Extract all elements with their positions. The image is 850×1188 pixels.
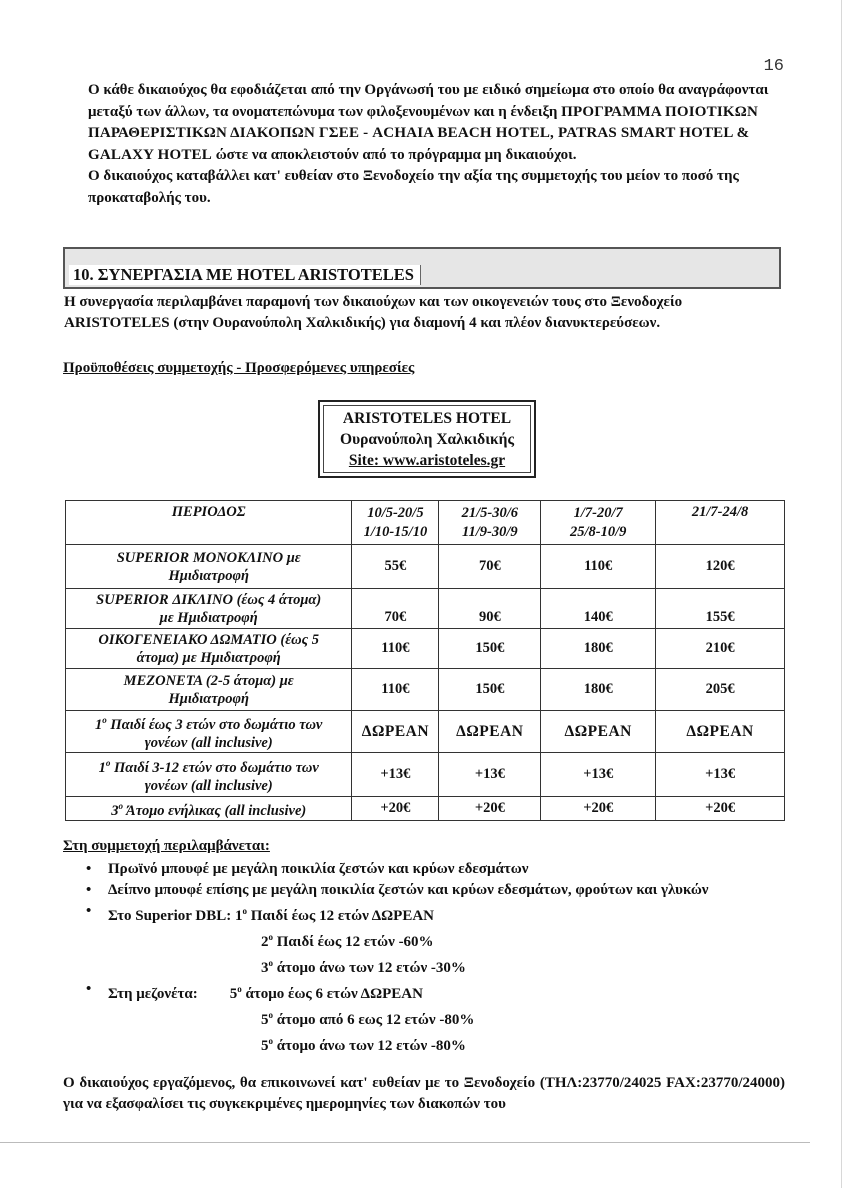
row-label: $1^o$ Παιδί 3-12 ετών στο δωμάτιο των γονέων (all inclusive) [66,753,352,797]
price-cell: ΔΩΡΕΑΝ [541,711,656,753]
period-col-3: 1/7-20/7 25/8-10/9 [541,501,656,545]
period-col-2: 21/5-30/6 11/9-30/9 [439,501,541,545]
price-cell: 180€ [541,669,656,711]
price-cell: ΔΩΡΕΑΝ [439,711,541,753]
list-item-maisonette: • Στη μεζονέτα: $5^o$ άτομο έως 6 ετών ΔΩΡΕΑΝ $5^o$ άτομο από 6 εως 12 ετών -80% $5^o$ άτομο άνω των 12 ετών -80% [86,981,475,1054]
bullet-icon: • [86,903,92,919]
list-item: • Δείπνο μπουφέ επίσης με μεγάλη ποικιλία ζεστών και κρύων εδεσμάτων, φρούτων και γλυκών [86,880,786,901]
table-row [66,797,785,821]
section-title: 10. ΣΥΝΕΡΓΑΣΙΑ ΜΕ HOTEL ARISTOTELES [69,265,421,285]
table-row [66,629,785,669]
contact-paragraph: Ο δικαιούχος εργαζόμενος, θα επικοινωνεί κατ' ευθείαν με το Ξενοδοχείο (ΤΗΛ:23770/24025 FAX:23770/24000) για να εξασφαλίσει τις συγκεκριμένες ημερομηνίες των διακοπών του [63,1075,785,1112]
row-label: $3^o$ Άτομο ενήλικας (all inclusive) [66,797,352,821]
period-header: ΠΕΡΙΟΔΟΣ [66,501,352,545]
price-cell: 110€ [352,669,439,711]
page-number: 16 [763,57,784,76]
price-table [65,500,785,821]
section-description: Η συνεργασία περιλαμβάνει παραμονή των δικαιούχων και των οικογενειών τους στο Ξενοδοχείο ARISTOTELES (στην Ουρανούπολη Χαλκιδικής) για διαμονή 4 και πλέον διανυκτερεύσεων. [64,294,683,331]
price-cell: 205€ [656,669,785,711]
section-header-box [63,247,781,289]
price-cell: 70€ [352,589,439,629]
intro-text [88,80,788,209]
page-edge [841,0,842,1188]
price-cell: ΔΩΡΕΑΝ [352,711,439,753]
price-cell: +20€ [656,797,785,821]
hotel-site-link[interactable]: Site: www.aristoteles.gr [348,452,506,469]
bullet-icon: • [86,981,92,997]
hotel-info-box [318,400,536,478]
table-row [66,711,785,753]
price-cell: +20€ [352,797,439,821]
intro-paragraph-2: Ο δικαιούχος καταβάλλει κατ' ευθείαν στο Ξενοδοχείο την αξία της συμμετοχής του μείον το ποσό της προκαταβολής του. [88,168,739,206]
price-cell: 140€ [541,589,656,629]
price-cell: 55€ [352,545,439,589]
price-cell: +20€ [541,797,656,821]
period-col-4: 21/7-24/8 [656,501,785,545]
price-cell: +13€ [541,753,656,797]
includes-list [86,859,786,1057]
includes-title: Στη συμμετοχή περιλαμβάνεται: [63,838,270,854]
price-cell: 120€ [656,545,785,589]
price-cell: 210€ [656,629,785,669]
bullet-icon: • [86,861,92,877]
price-cell: +13€ [656,753,785,797]
program-name: ΠΡΟΓΡΑΜΜΑ ΠΟΙΟΤΙΚΩΝ ΠΑΡΑΘΕΡΙΣΤΙΚΩΝ ΔΙΑΚΟΠΩΝ ΓΣΕΕ - ACHAIA BEACH HOTEL, PATRAS SMART HOTEL & GALAXY HOTEL [88,103,758,163]
table-row [66,545,785,589]
subheading: Προϋποθέσεις συμμετοχής - Προσφερόμενες υπηρεσίες [63,360,415,376]
hotel-name: ARISTOTELES HOTEL [342,410,512,427]
table-row [66,753,785,797]
price-cell: ΔΩΡΕΑΝ [656,711,785,753]
list-item: • Πρωϊνό μπουφέ με μεγάλη ποικιλία ζεστών και κρύων εδεσμάτων [86,859,786,880]
price-cell: 180€ [541,629,656,669]
price-cell: +20€ [439,797,541,821]
period-col-1: 10/5-20/5 1/10-15/10 [352,501,439,545]
price-cell: 90€ [439,589,541,629]
row-label: SUPERIOR ΔΙΚΛΙΝΟ (έως 4 άτομα) με Ημιδιατροφή [66,589,352,629]
bottom-rule [0,1142,810,1143]
table-header-row [66,501,785,545]
price-cell: 110€ [352,629,439,669]
price-cell: 150€ [439,629,541,669]
row-label: $1^o$ Παιδί έως 3 ετών στο δωμάτιο των γονέων (all inclusive) [66,711,352,753]
intro-paragraph-1: Ο κάθε δικαιούχος θα εφοδιάζεται από την Οργάνωσή του με ειδικό σημείωμα στο οποίο θα αναγράφονται μεταξύ των άλλων, τα ονοματεπώνυμα των φιλοξενουμένων και η ένδειξη ΠΡΟΓΡΑΜΜΑ ΠΟΙΟΤΙΚΩΝ ΠΑΡΑΘΕΡΙΣΤΙΚΩΝ ΔΙΑΚΟΠΩΝ ΓΣΕΕ - ACHAIA BEACH HOTEL, PATRAS SMART HOTEL & GALAXY HOTEL ώστε να αποκλειστούν από το πρόγραμμα μη δικαιούχοι. [88,82,769,163]
price-cell: 110€ [541,545,656,589]
price-cell: 155€ [656,589,785,629]
hotel-location: Ουρανούπολη Χαλκιδικής [340,431,514,448]
price-cell: 70€ [439,545,541,589]
row-label: ΟΙΚΟΓΕΝΕΙΑΚΟ ΔΩΜΑΤΙΟ (έως 5 άτομα) με Ημιδιατροφή [66,629,352,669]
table-row [66,669,785,711]
row-label: SUPERIOR ΜΟΝΟΚΛΙΝΟ με Ημιδιατροφή [66,545,352,589]
price-cell: +13€ [352,753,439,797]
table-row [66,589,785,629]
price-cell: +13€ [439,753,541,797]
list-item-superior: • Στο Superior DBL: $1^o$ Παιδί έως 12 ετών ΔΩΡΕΑΝ $2^o$ Παιδί έως 12 ετών -60% $3^o$ άτομο άνω των 12 ετών -30% [86,903,466,976]
bullet-icon: • [86,882,92,898]
price-cell: 150€ [439,669,541,711]
row-label: ΜΕΖΟΝΕΤΑ (2-5 άτομα) με Ημιδιατροφή [66,669,352,711]
